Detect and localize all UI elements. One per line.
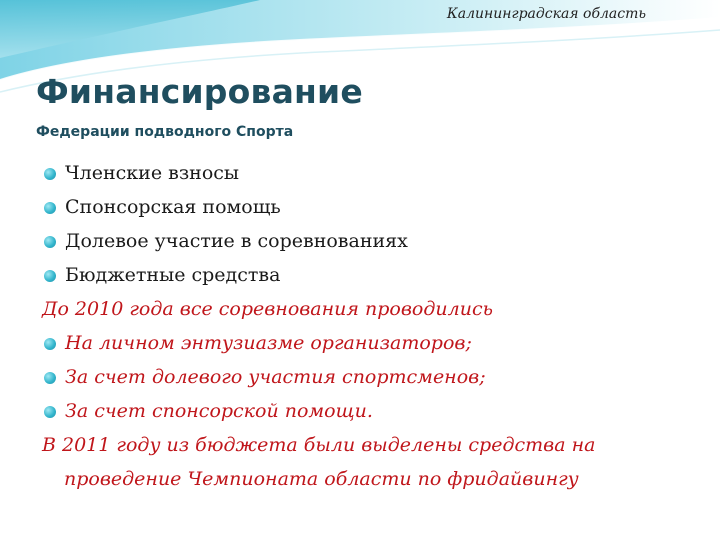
region-label: Калининградская область	[446, 6, 646, 22]
bullet-text: Долевое участие в соревнованиях	[65, 230, 408, 252]
bullet-dot-icon	[44, 338, 56, 350]
bullet-dot-icon	[44, 372, 56, 384]
bullet-text: На личном энтузиазме организаторов;	[65, 332, 472, 354]
bullet-dot-icon	[44, 270, 56, 282]
bullet-dot-icon	[44, 406, 56, 418]
before-2010-heading: До 2010 года все соревнования проводились	[42, 298, 493, 320]
bullet-item	[42, 394, 692, 428]
bullet-item	[42, 156, 692, 190]
page-title: Финансирование	[36, 72, 363, 111]
bullet-item	[42, 360, 692, 394]
bullet-text: Бюджетные средства	[65, 264, 281, 286]
bullet-item	[42, 190, 692, 224]
bullet-dot-icon	[44, 236, 56, 248]
slide-body	[42, 156, 692, 496]
bullet-text: Спонсорская помощь	[65, 196, 281, 218]
bullet-item	[42, 224, 692, 258]
bullet-item	[42, 326, 692, 360]
page-subtitle: Федерации подводного Спорта	[36, 124, 294, 140]
closing-line-1: В 2011 году из бюджета были выделены средства на	[42, 434, 596, 456]
bullet-item	[42, 258, 692, 292]
bullet-text: За счет долевого участия спортсменов;	[65, 366, 486, 388]
bullet-text: Членские взносы	[65, 162, 240, 184]
bullet-dot-icon	[44, 202, 56, 214]
bullet-text: За счет спонсорской помощи.	[65, 400, 373, 422]
closing-line-2: проведение Чемпионата области по фридайвингу	[64, 468, 579, 490]
bullet-dot-icon	[44, 168, 56, 180]
